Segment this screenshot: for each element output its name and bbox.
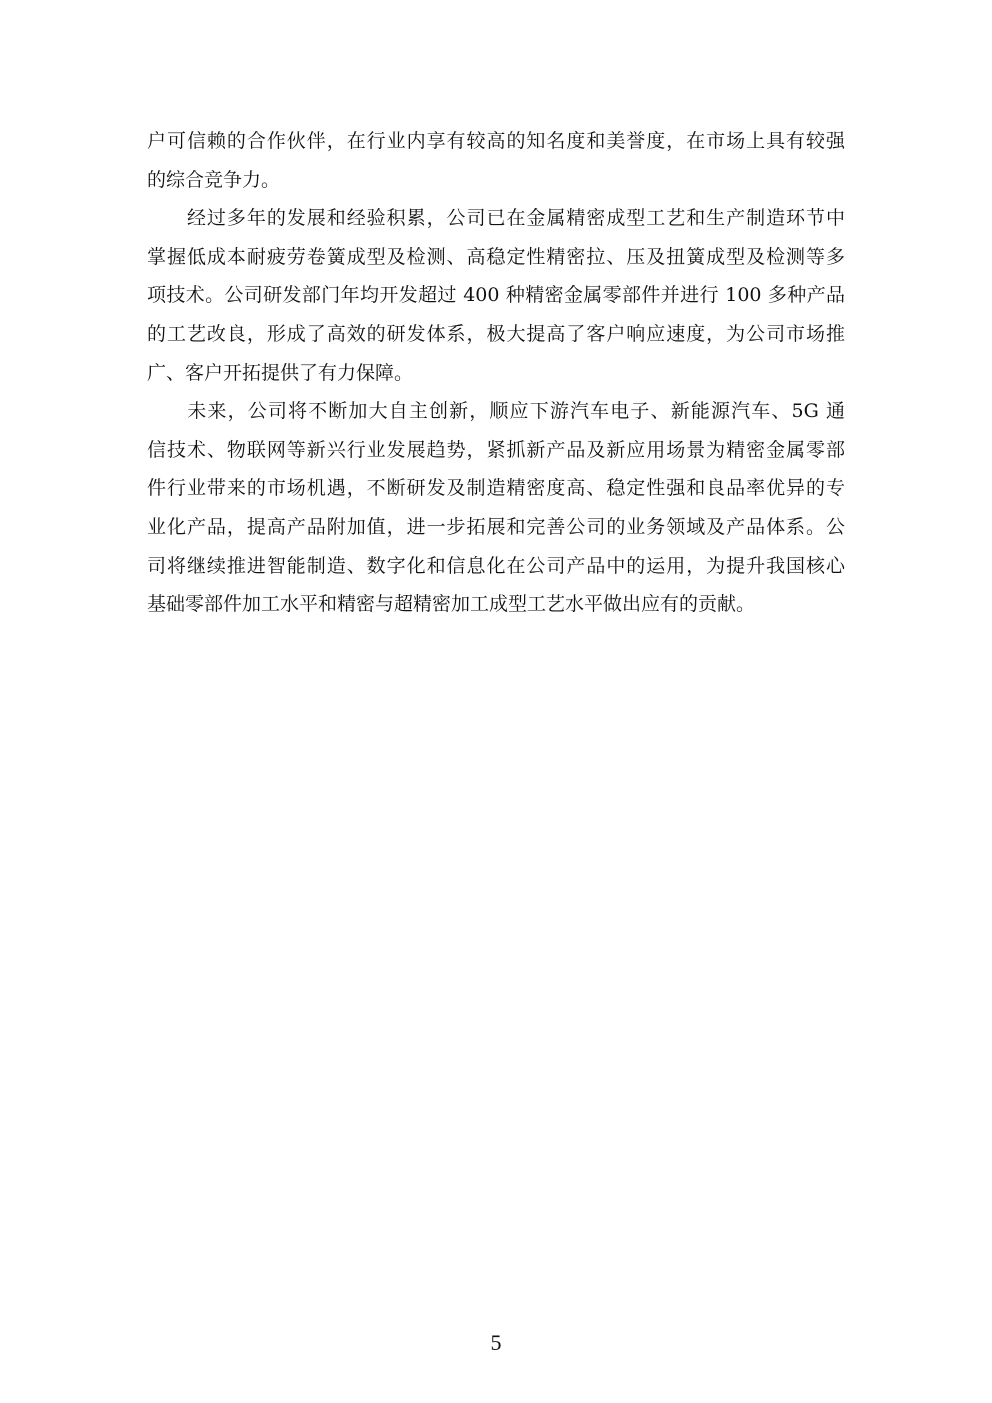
paragraph-2 (147, 199, 845, 392)
text-line: 件行业带来的市场机遇，不断研发及制造精密度高、稳定性强和良品率优异的专 (147, 477, 845, 500)
page-number: 5 (490, 1330, 502, 1355)
text-line: 未来，公司将不断加大自主创新，顺应下游汽车电子、新能源汽车、5G 通 (147, 400, 845, 423)
text-line: 广、客户开拓提供了有力保障。 (147, 361, 414, 384)
body-text (147, 122, 845, 624)
text-line: 业化产品，提高产品附加值，进一步拓展和完善公司的业务领域及产品体系。公 (147, 515, 845, 538)
text-line: 掌握低成本耐疲劳卷簧成型及检测、高稳定性精密拉、压及扭簧成型及检测等多 (147, 245, 845, 268)
text-line: 司将继续推进智能制造、数字化和信息化在公司产品中的运用，为提升我国核心 (147, 554, 845, 577)
text-line: 项技术。公司研发部门年均开发超过 400 种精密金属零部件并进行 100 多种产品 (147, 284, 845, 307)
text-line: 的工艺改良，形成了高效的研发体系，极大提高了客户响应速度，为公司市场推 (147, 322, 845, 345)
text-line: 的综合竞争力。 (147, 168, 281, 191)
text-line: 户可信赖的合作伙伴，在行业内享有较高的知名度和美誉度，在市场上具有较强 (147, 130, 845, 152)
paragraph-3 (147, 392, 845, 624)
paragraph-1 (147, 122, 845, 199)
text-line: 信技术、物联网等新兴行业发展趋势，紧抓新产品及新应用场景为精密金属零部 (147, 438, 845, 461)
text-line: 经过多年的发展和经验积累，公司已在金属精密成型工艺和生产制造环节中 (147, 207, 845, 230)
text-line: 基础零部件加工水平和精密与超精密加工成型工艺水平做出应有的贡献。 (147, 593, 756, 616)
